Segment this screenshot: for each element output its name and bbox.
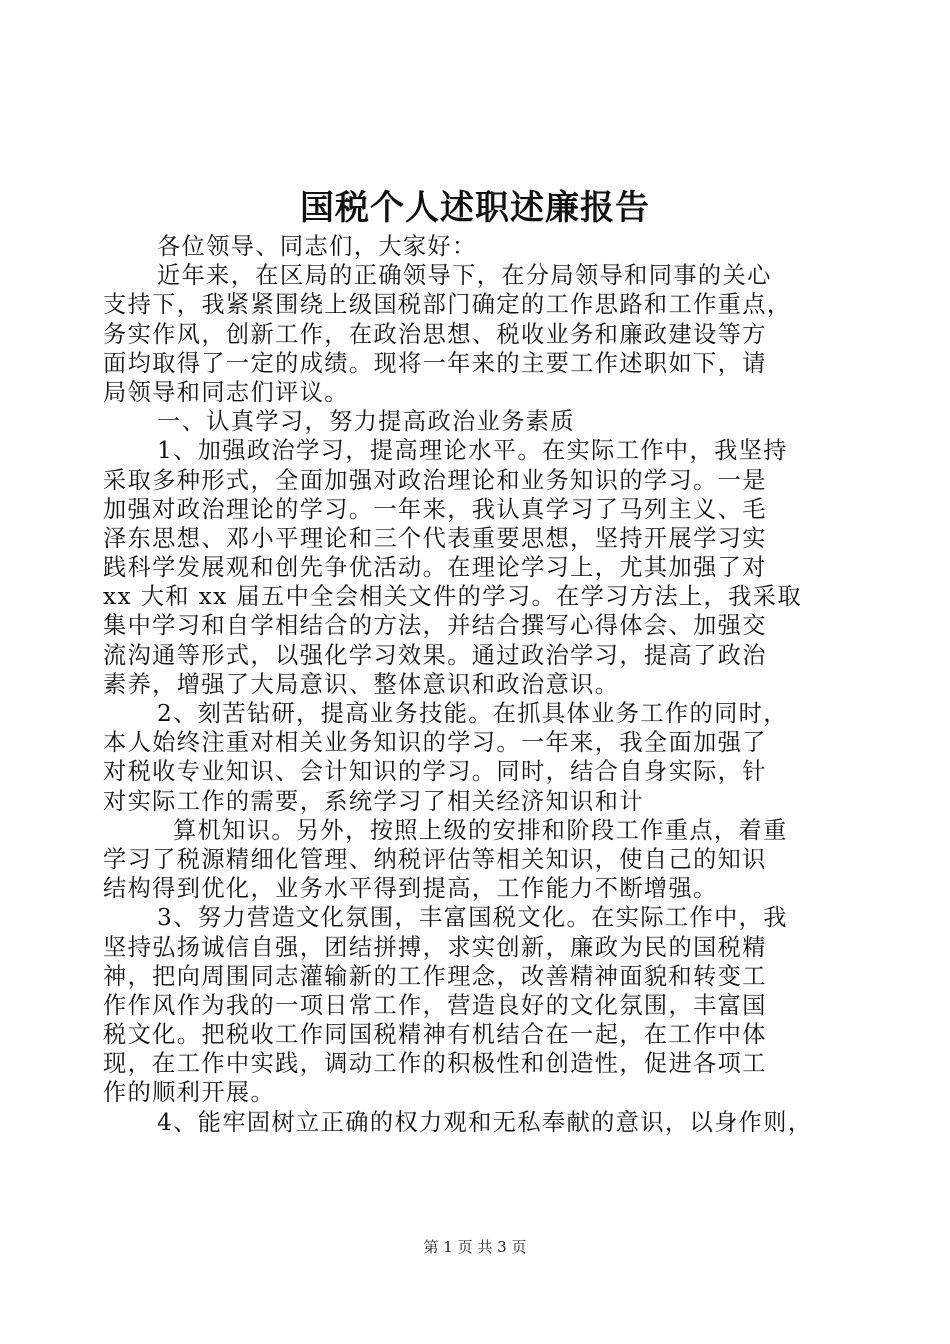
paragraph-line: 2、刻苦钻研，提高业务技能。在抓具体业务工作的同时，: [157, 700, 788, 727]
paragraph-line: 素养，增强了大局意识、整体意识和政治意识。: [103, 670, 620, 698]
document-title: 国税个人述职述廉报告: [300, 188, 650, 228]
paragraph-line: 务实作风，创新工作，在政治思想、税收业务和廉政建设等方: [103, 320, 767, 348]
paragraph-line: 现，在工作中实践，调动工作的积极性和创造性，促进各项工: [103, 1050, 767, 1078]
paragraph-line: 本人始终注重对相关业务知识的学习。一年来，我全面加强了: [103, 729, 767, 757]
paragraph-line: 神，把向周围同志灌输新的工作理念，改善精神面貌和转变工: [103, 962, 767, 990]
paragraph-line: 局领导和同志们评议。: [103, 378, 349, 406]
paragraph-line: 作的顺利开展。: [103, 1079, 276, 1107]
paragraph-line: 税文化。把税收工作同国税精神有机结合在一起，在工作中体: [103, 1021, 767, 1049]
paragraph-line: 坚持弘扬诚信自强，团结拼搏，求实创新，廉政为民的国税精: [103, 933, 767, 961]
paragraph-line: 结构得到优化，业务水平得到提高，工作能力不断增强。: [103, 875, 718, 903]
page-number-footer: 第 1 页 共 3 页: [423, 1238, 527, 1256]
paragraph-line: 算机知识。另外，按照上级的安排和阶段工作重点，着重: [173, 816, 788, 844]
paragraph-line: xx 大和 xx 届五中全会相关文件的学习。在学习方法上，我采取: [103, 583, 802, 611]
section-heading: 一、认真学习，努力提高政治业务素质: [157, 408, 575, 436]
paragraph-line: 近年来，在区局的正确领导下，在分局领导和同事的关心: [157, 262, 772, 290]
paragraph-line: 1、加强政治学习，提高理论水平。在实际工作中，我坚持: [157, 437, 788, 465]
paragraph-line: 4、能牢固树立正确的权力观和无私奉献的意识，以身作则，: [157, 1108, 813, 1136]
paragraph-line: 3、努力营造文化氛围，丰富国税文化。在实际工作中，我: [157, 904, 788, 932]
paragraph-line: 学习了税源精细化管理、纳税评估等相关知识，使自己的知识: [103, 845, 767, 873]
paragraph-line: 面均取得了一定的成绩。现将一年来的主要工作述职如下，请: [103, 349, 767, 377]
paragraph-line: 对税收专业知识、会计知识的学习。同时，结合自身实际，针: [103, 758, 767, 786]
paragraph-line: 各位领导、同志们，大家好：: [157, 233, 477, 260]
paragraph-line: 践科学发展观和创先争优活动。在理论学习上，尤其加强了对: [103, 554, 767, 582]
paragraph-line: 加强对政治理论的学习。一年来，我认真学习了马列主义、毛: [103, 495, 767, 523]
paragraph-line: 泽东思想、邓小平理论和三个代表重要思想，坚持开展学习实: [103, 524, 767, 552]
paragraph-line: 集中学习和自学相结合的方法，并结合撰写心得体会、加强交: [103, 612, 767, 640]
document-body: [103, 232, 838, 1137]
paragraph-line: 作作风作为我的一项日常工作，营造良好的文化氛围，丰富国: [103, 991, 767, 1019]
paragraph-line: 采取多种形式，全面加强对政治理论和业务知识的学习。一是: [103, 466, 767, 494]
paragraph-line: 支持下，我紧紧围绕上级国税部门确定的工作思路和工作重点，: [103, 291, 792, 319]
paragraph-line: 对实际工作的需要，系统学习了相关经济知识和计: [103, 787, 644, 815]
paragraph-line: 流沟通等形式，以强化学习效果。通过政治学习，提高了政治: [103, 641, 767, 669]
